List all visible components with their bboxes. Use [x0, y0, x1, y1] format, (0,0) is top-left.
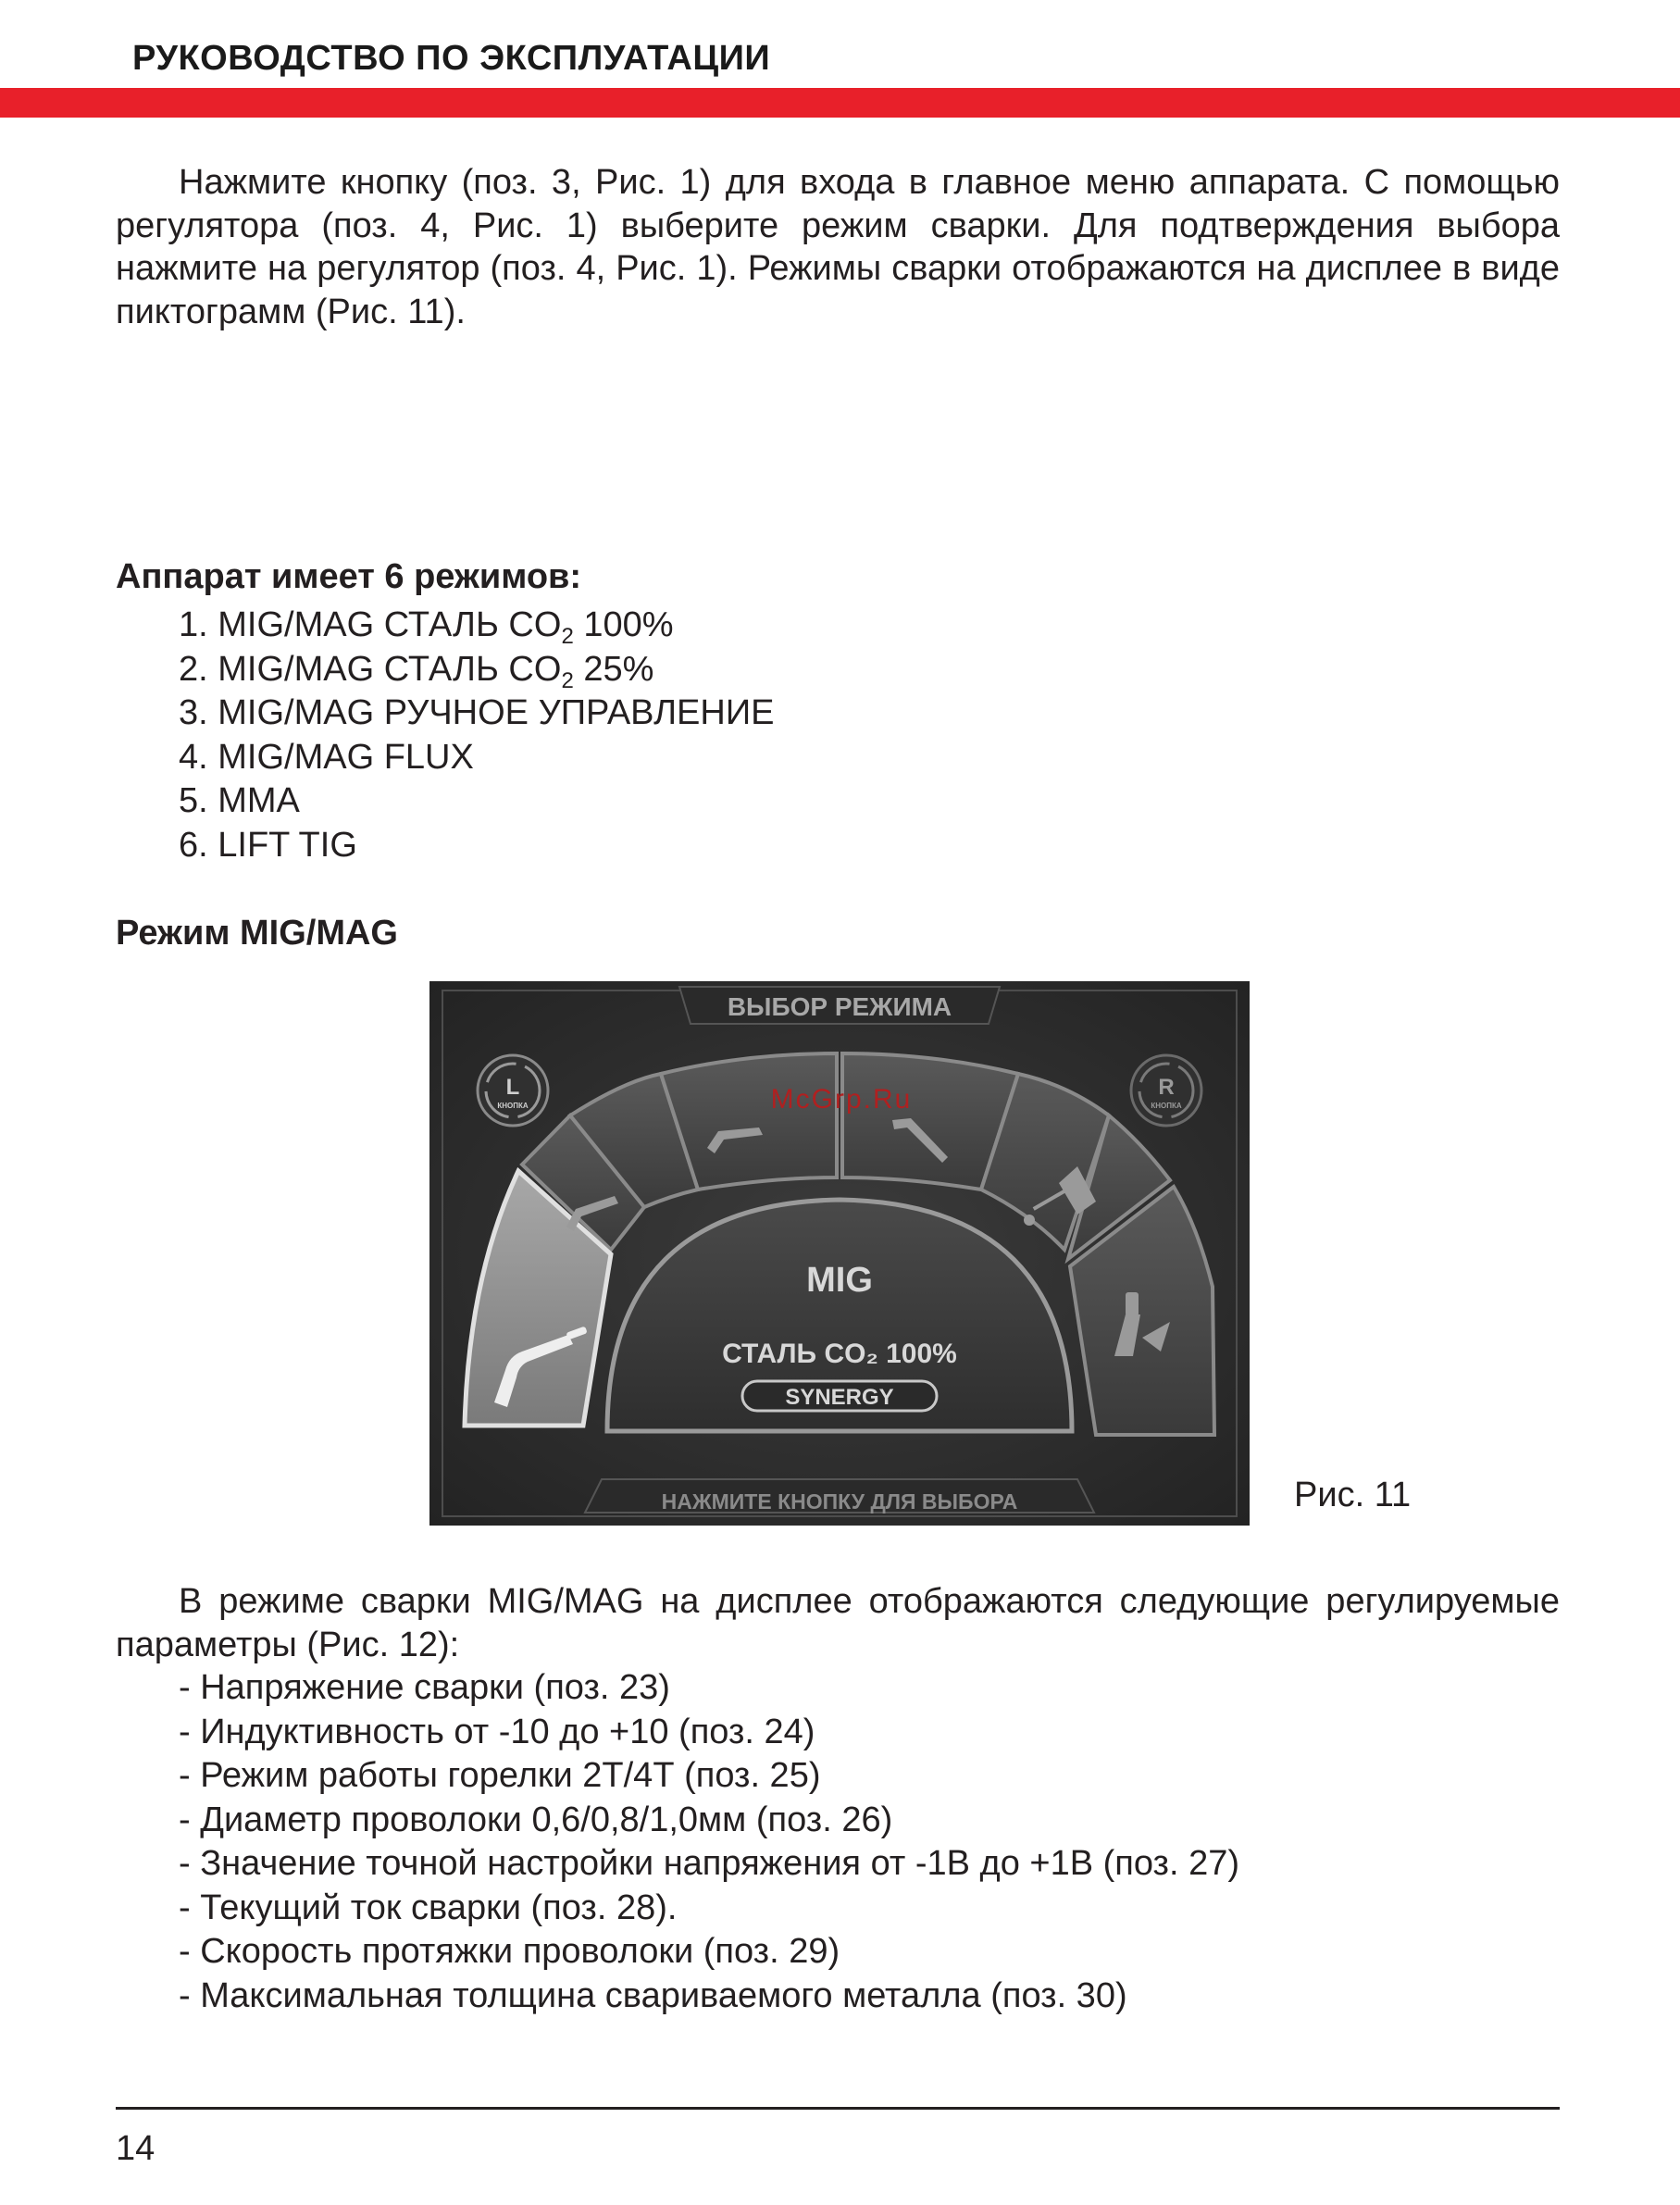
modes-list [179, 604, 774, 867]
params-list [179, 1666, 1239, 2018]
material-label: СТАЛЬ CO₂ 100% [722, 1339, 957, 1369]
list-item: 5. MMA [179, 781, 300, 820]
right-button-letter: R [1158, 1075, 1175, 1100]
list-item: - Скорость протяжки проволоки (поз. 29) [179, 1932, 840, 1971]
page-number: 14 [116, 2129, 156, 2168]
screen-title: ВЫБОР РЕЖИМА [727, 992, 952, 1021]
list-item: - Максимальная толщина свариваемого металла (поз. 30) [179, 1975, 1127, 2015]
list-item: - Режим работы горелки 2Т/4Т (поз. 25) [179, 1756, 821, 1795]
list-item: - Текущий ток сварки (поз. 28). [179, 1887, 678, 1927]
params-intro-text: В режиме сварки MIG/MAG на дисплее отображаются следующие регулируемые параметры (Рис. 12): [116, 1582, 1560, 1664]
left-button-letter: L [505, 1075, 520, 1100]
mode-name: MIG [806, 1261, 873, 1300]
list-item: - Значение точной настройки напряжения от -1В до +1В (поз. 27) [179, 1844, 1240, 1883]
footer-rule [116, 2107, 1560, 2110]
figure-caption: Рис. 11 [1294, 1476, 1412, 1514]
list-item: 4. MIG/MAG FLUX [179, 737, 474, 777]
list-item: - Напряжение сварки (поз. 23) [179, 1668, 670, 1707]
mig-section-heading: Режим MIG/MAG [116, 914, 398, 953]
synergy-badge-label: SYNERGY [785, 1385, 894, 1410]
watermark-text: McGrp.Ru [770, 1084, 913, 1115]
list-item: 6. LIFT TIG [179, 825, 357, 865]
list-item: 3. MIG/MAG РУЧНОЕ УПРАВЛЕНИЕ [179, 693, 775, 732]
screen-footer-text: НАЖМИТЕ КНОПКУ ДЛЯ ВЫБОРА [661, 1489, 1018, 1514]
left-button-caption: КНОПКА [497, 1102, 529, 1110]
left-button-emblem [478, 1055, 548, 1126]
intro-text: Нажмите кнопку (поз. 3, Рис. 1) для входа в главное меню аппарата. С помощью регулятора (поз. 4, Рис. 1) выберите режим сварки. Для подтверждения выбора нажмите на регулятор (поз. 4, Рис. 1). Режимы сварки отображаются на дисплее в виде пиктограмм (Рис. 11). [116, 163, 1560, 331]
params-intro-paragraph [116, 1580, 1560, 1666]
header-red-bar [0, 88, 1680, 118]
right-button-caption: КНОПКА [1151, 1102, 1182, 1110]
list-item: 1. MIG/MAG СТАЛЬ $CO_2$ 100% [179, 605, 674, 649]
intro-paragraph [116, 161, 1560, 333]
mode-selection-screen [429, 981, 1250, 1526]
list-item: - Индуктивность от -10 до +10 (поз. 24) [179, 1712, 815, 1751]
list-item: 2. MIG/MAG СТАЛЬ $CO_2$ 25% [179, 649, 654, 693]
page-header-title: РУКОВОДСТВО ПО ЭКСПЛУАТАЦИИ [132, 39, 771, 78]
modes-heading: Аппарат имеет 6 режимов: [116, 557, 582, 596]
right-button-emblem [1131, 1055, 1201, 1126]
list-item: - Диаметр проволоки 0,6/0,8/1,0мм (поз. 26) [179, 1800, 893, 1839]
